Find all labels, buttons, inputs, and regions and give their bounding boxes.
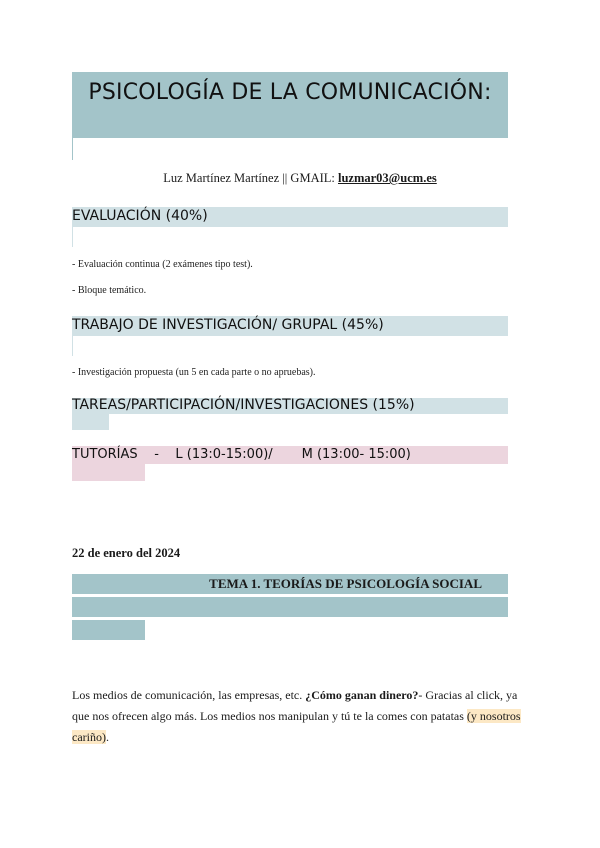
tutorias-slot-2: M (13:00- 15:00): [301, 447, 411, 462]
tareas-heading: TAREAS/PARTICIPACIÓN/INVESTIGACIONES (15%): [72, 397, 415, 413]
author-line: [0, 171, 600, 186]
separator: ||: [282, 171, 288, 185]
para-text: Los medios de comunicación, las empresas, etc.: [72, 688, 303, 702]
para-highlight: (y nosotros cariño): [72, 709, 521, 744]
evaluacion-item: - Evaluación continua (2 exámenes tipo test).: [72, 259, 253, 270]
tutorias-dash: -: [154, 447, 159, 462]
email-link[interactable]: luzmar03@ucm.es: [338, 171, 437, 185]
tareas-band-stub: [72, 414, 109, 430]
tema-band-stub: [72, 620, 145, 640]
page-title: PSICOLOGÍA DE LA COMUNICACIÓN:: [88, 80, 492, 105]
para-end: .: [105, 730, 109, 744]
tutorias-label: TUTORÍAS: [72, 447, 138, 462]
session-date: 22 de enero del 2024: [72, 546, 181, 560]
trabajo-heading: TRABAJO DE INVESTIGACIÓN/ GRUPAL (45%): [72, 317, 384, 333]
para-text: - Gracias al click, ya que nos ofrecen algo más. Los medios nos manipulan y tú te la comes con patatas: [72, 688, 518, 723]
gmail-label: GMAIL:: [290, 171, 335, 185]
title-band-stub: [72, 138, 73, 160]
para-bold-question: ¿Cómo ganan dinero?: [305, 688, 419, 702]
evaluacion-band-stub: [72, 227, 73, 247]
author-name: Luz Martínez Martínez: [163, 171, 280, 185]
tutorias-line: [72, 447, 411, 462]
tutorias-band-stub: [72, 464, 145, 481]
tema-title: TEMA 1. TEORÍAS DE PSICOLOGÍA SOCIAL: [209, 576, 482, 591]
evaluacion-item: - Bloque temático.: [72, 285, 147, 296]
body-paragraph: [72, 685, 522, 748]
evaluacion-heading: EVALUACIÓN (40%): [72, 208, 208, 224]
trabajo-item: - Investigación propuesta (un 5 en cada parte o no apruebas).: [72, 367, 316, 378]
trabajo-band-stub: [72, 336, 73, 356]
tutorias-slot-1: L (13:0-15:00)/: [175, 447, 273, 462]
tema-band: [72, 597, 508, 617]
